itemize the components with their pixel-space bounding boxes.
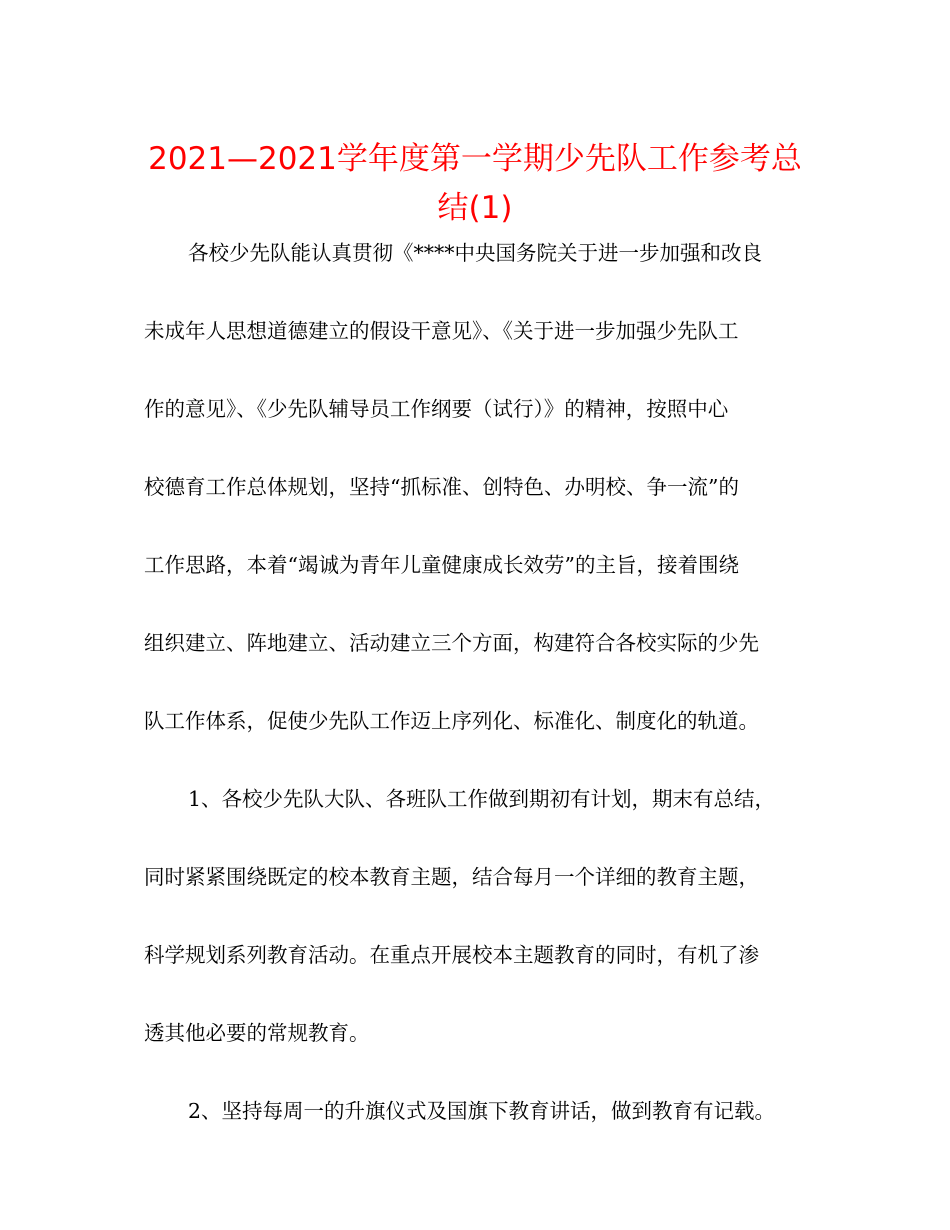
paragraph-line: 作的意见》、《少先队辅导员工作纲要（试行）》的精神，按照中心 [144,397,729,421]
paragraph-line: 2、坚持每周一的升旗仪式及国旗下教育讲话，做到教育有记载。 [188,1099,776,1123]
paragraph-line: 1、各校少先队大队、各班队工作做到期初有计划，期末有总结， [188,787,776,811]
paragraph-line: 组织建立、阵地建立、活动建立三个方面，构建符合各校实际的少先 [144,631,759,655]
paragraph-line: 未成年人思想道德建立的假设干意见》、《关于进一步加强少先队工 [144,319,739,343]
paragraph-line: 各校少先队能认真贯彻《****中央国务院关于进一步加强和改良 [188,241,762,265]
paragraph-line: 工作思路，本着“竭诚为青年儿童健康成长效劳”的主旨，接着围绕 [144,553,739,577]
paragraph-line: 校德育工作总体规划，坚持“抓标准、创特色、办明校、争一流”的 [144,475,739,499]
paragraph-line: 同时紧紧围绕既定的校本教育主题，结合每月一个详细的教育主题， [144,865,759,889]
paragraph-line: 透其他必要的常规教育。 [144,1021,370,1045]
document-title-line-2: 结(1) [437,190,513,226]
document-title-line-1: 2021—2021学年度第一学期少先队工作参考总 [148,141,802,177]
paragraph-line: 科学规划系列教育活动。在重点开展校本主题教育的同时，有机了渗 [144,943,759,967]
paragraph-line: 队工作体系，促使少先队工作迈上序列化、标准化、制度化的轨道。 [144,709,759,733]
